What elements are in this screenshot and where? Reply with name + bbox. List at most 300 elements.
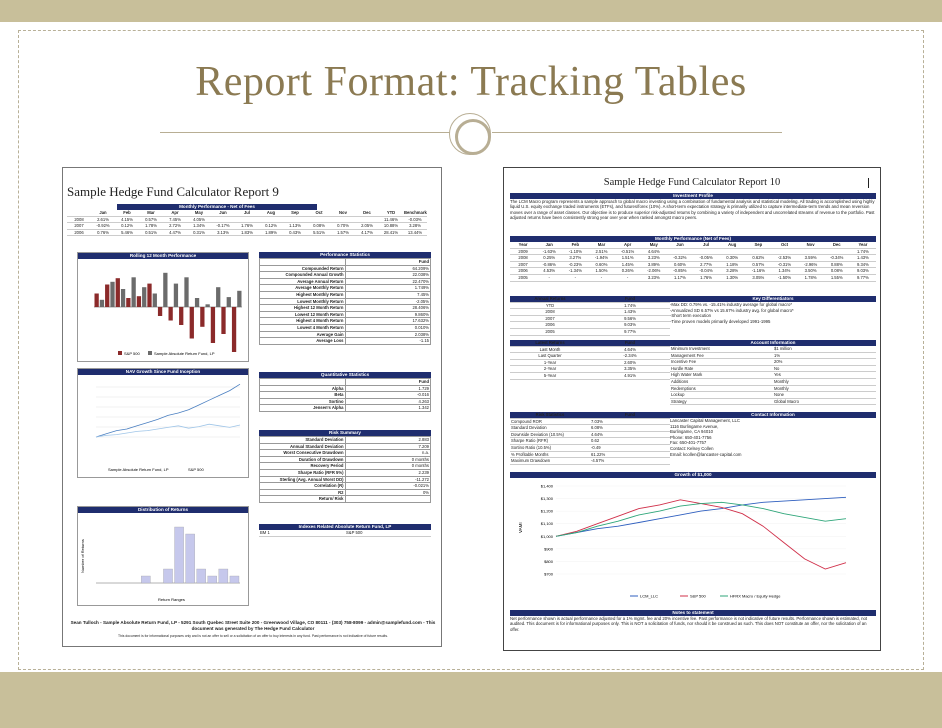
kv-row bbox=[260, 489, 431, 496]
r10-monthly-row-cell: -0.23% bbox=[562, 261, 588, 268]
r10-monthly-row-cell: 3.28% bbox=[719, 268, 745, 275]
growth-ytick: $700 bbox=[544, 571, 553, 577]
rolling-bar bbox=[216, 287, 220, 307]
r10-monthly-row-cell: -0.05% bbox=[693, 255, 719, 262]
r10-monthly-row-cell: - bbox=[562, 274, 588, 281]
dist-bar bbox=[208, 576, 217, 583]
monthly-row-cell: 2007 bbox=[67, 223, 91, 230]
keydiff-item: -Time proven models primarily developed 1991-1995 bbox=[670, 318, 771, 324]
monthly-row-cell: 1.57% bbox=[331, 229, 355, 236]
kv-row-cell: Recovery Period bbox=[260, 463, 346, 470]
kv-row bbox=[260, 338, 431, 345]
latest-col: Fund bbox=[590, 340, 670, 346]
perf-stats-table bbox=[259, 258, 431, 345]
title-rule-right bbox=[492, 132, 782, 133]
kv-row-cell: 0 months bbox=[345, 456, 431, 463]
monthly-header-row-cell: Benchmark bbox=[404, 210, 427, 215]
kv-row-cell: Downside Deviation (10.5%) bbox=[510, 431, 590, 438]
r10-monthly-row-cell: -0.51% bbox=[615, 248, 641, 255]
risk-stats-table bbox=[510, 419, 670, 465]
kv-row-cell: Sortino bbox=[260, 398, 346, 405]
kv-row-cell: 2007 bbox=[510, 315, 590, 322]
kv-head-row-cell bbox=[260, 379, 346, 386]
notes-header: Notes to statement bbox=[510, 610, 876, 616]
kv-row-cell: Compounded Annual Growth bbox=[260, 272, 346, 279]
index-table bbox=[259, 530, 431, 537]
rolling-bar bbox=[158, 307, 162, 316]
rolling-bar bbox=[147, 284, 151, 307]
monthly-row-cell: 1.34% bbox=[187, 223, 211, 230]
monthly-row-cell: -0.17% bbox=[211, 223, 235, 230]
monthly-row-cell: 5.51% bbox=[307, 229, 331, 236]
rolling-bar bbox=[116, 278, 120, 307]
contact-line: Phone: 650-401-7756 bbox=[670, 434, 712, 440]
r10-monthly-row-cell: -2.53% bbox=[771, 255, 797, 262]
r10-monthly-row-cell: -0.34% bbox=[824, 255, 850, 262]
kv-row bbox=[260, 311, 431, 318]
growth-ytick: $1,300 bbox=[540, 496, 553, 502]
rolling-header: Rolling 12 Month Performance bbox=[78, 253, 248, 259]
r10-monthly-header-row-cell: Feb bbox=[562, 242, 588, 248]
report9-distribution-panel bbox=[77, 506, 249, 606]
monthly-row-cell: 4.17% bbox=[355, 229, 379, 236]
dist-bar bbox=[219, 569, 228, 583]
nav-header: NAV Growth Since Fund Inception bbox=[78, 369, 248, 375]
kv-row-cell: 2.038% bbox=[345, 331, 431, 338]
kv-head-row-cell: Fund bbox=[345, 259, 431, 266]
contact-line: Lancaster Capital Management, LLC bbox=[670, 418, 740, 423]
r10-risk bbox=[510, 412, 670, 465]
r10-monthly-row-cell: 2008 bbox=[510, 255, 536, 262]
rolling-bar bbox=[221, 307, 225, 334]
kv-row-cell: 1.729 bbox=[345, 385, 431, 392]
kv-row bbox=[670, 398, 876, 405]
legend-swatch bbox=[118, 351, 122, 355]
contact-header: Contact Information bbox=[670, 412, 876, 418]
monthly-header-row-cell: Jun bbox=[211, 210, 235, 216]
kv-row bbox=[260, 496, 431, 503]
monthly-row-cell: 10.88% bbox=[379, 223, 403, 230]
rolling-bar bbox=[142, 287, 146, 307]
report9-footer-1: Sean Tulloch - Sample Absolute Return Fund, LP - 5291 South Quebec Street Suite 200 - Greenwood Village, CO 80111 - (303) 758-8099 - admin@samplefund.com - This bbox=[70, 620, 436, 625]
r10-monthly-header-row-cell: May bbox=[641, 242, 667, 248]
growth-legend-label: LCM_LLC bbox=[640, 593, 659, 599]
kv-row bbox=[510, 431, 670, 438]
r10-profile-text: The LCM Macro program represents a sample approach to global macro investing using a combination of fundamental analysis and statistical modeling. All trading is accomplished using highly liquid U.S. equity exchange traded instruments (ETFs), and futures/forex (10%). A short-term expectation strategy is primarily utilized to capture intermediate-term trends and mean reversion moves over a range of asset classes. Our objective is to produce superior risk-adjusted returns by combining a variety of independent and uncorrelated streams of revenue to the portfolio. Past adjusted returns have been consistently strong year over year when ranked amongst macro peers. bbox=[510, 199, 875, 221]
r10-monthly-row-cell: 1.78% bbox=[798, 274, 824, 281]
kv-row-cell: 2.60% bbox=[590, 359, 670, 366]
nav-chart bbox=[78, 375, 248, 477]
growth-chart bbox=[510, 478, 876, 602]
r10-notes bbox=[510, 610, 876, 638]
growth-ytick: $1,100 bbox=[540, 521, 553, 527]
kv-row bbox=[510, 315, 670, 322]
r10-account bbox=[670, 340, 876, 405]
r10-monthly-row-cell: -1.50% bbox=[771, 274, 797, 281]
kv-row-cell: Sterling (Avg. Annual Worst DD) bbox=[260, 476, 346, 483]
r10-monthly-row-cell: 2.51% bbox=[588, 248, 614, 255]
growth-series-line bbox=[556, 502, 846, 536]
monthly-header-row-cell: Nov bbox=[331, 210, 355, 216]
monthly-row-cell bbox=[211, 216, 235, 223]
kv-row bbox=[510, 425, 670, 432]
r10-monthly-row-cell: 0.25% bbox=[536, 255, 562, 262]
dist-xlabel: Return Ranges bbox=[158, 597, 185, 602]
kv-row bbox=[510, 438, 670, 445]
kv-row-cell: 1.43% bbox=[590, 309, 670, 316]
kv-row-cell: Compound ROR bbox=[510, 419, 590, 425]
kv-row-cell: Sharpe Ratio (RFR) bbox=[510, 438, 590, 445]
legend-label: Sample Absolute Return Fund, LP bbox=[154, 351, 215, 356]
monthly-row-cell bbox=[307, 216, 331, 223]
circle-ornament-icon bbox=[449, 113, 491, 155]
kv-row-cell: Average Gain bbox=[260, 331, 346, 338]
kv-row bbox=[260, 265, 431, 272]
kv-row-cell: 22.038% bbox=[345, 272, 431, 279]
r10-monthly-row-cell: 3.23% bbox=[641, 255, 667, 262]
kv-row-cell: 0% bbox=[345, 489, 431, 496]
monthly-header-row-cell: Feb bbox=[115, 210, 139, 216]
rolling-bar bbox=[211, 307, 215, 343]
kv-row-cell: 0 months bbox=[345, 463, 431, 470]
monthly-row-cell: 1.83% bbox=[235, 229, 259, 236]
kv-row-cell: Yes bbox=[773, 372, 876, 379]
r10-monthly-row-cell: 1.45% bbox=[615, 261, 641, 268]
rolling-bar bbox=[153, 294, 157, 308]
dist-bar bbox=[197, 569, 206, 583]
kv-row-cell: % Profitable Months bbox=[510, 451, 590, 458]
kv-row-cell: 2.883 bbox=[345, 437, 431, 444]
r10-monthly-row-cell: -1.16% bbox=[745, 268, 771, 275]
index-header: Indexes Related Absolute Return Fund, LP bbox=[259, 524, 431, 530]
monthly-row-cell: 7.45% bbox=[163, 216, 187, 223]
growth-ytick: $1,000 bbox=[540, 533, 553, 539]
monthly-row-cell: 1.13% bbox=[283, 223, 307, 230]
report9-rolling-panel bbox=[77, 252, 249, 362]
kv-row-cell: Highest 4 Month Return bbox=[260, 318, 346, 325]
monthly-header-row-cell: Dec bbox=[355, 210, 379, 216]
kv-row-cell: Return/ Risk bbox=[260, 496, 346, 503]
kv-head-row-cell: Fund bbox=[345, 379, 431, 386]
rolling-bar bbox=[110, 282, 114, 307]
r10-monthly-row-cell: 1.18% bbox=[719, 261, 745, 268]
r10-monthly-header-row-cell: Aug bbox=[719, 242, 745, 248]
kv-row bbox=[510, 353, 670, 360]
kv-head-row-cell bbox=[260, 259, 346, 266]
kv-row bbox=[260, 456, 431, 463]
r10-monthly-row bbox=[510, 261, 876, 268]
rolling-bar bbox=[206, 304, 210, 307]
monthly-row-cell: 5.46% bbox=[115, 229, 139, 236]
kv-row-cell: Jensen's Alpha bbox=[260, 405, 346, 412]
kv-row bbox=[510, 322, 670, 329]
kv-row bbox=[260, 305, 431, 312]
monthly-row-cell: 28.41% bbox=[379, 229, 403, 236]
kv-row-cell: Standard Deviation bbox=[260, 437, 346, 444]
kv-row-cell: Strategy bbox=[670, 398, 773, 405]
growth-legend-label: S&P 500 bbox=[690, 593, 706, 599]
kv-row-cell: YTD bbox=[510, 303, 590, 309]
nav-series-line bbox=[96, 384, 240, 437]
kv-row-cell: 1% bbox=[773, 352, 876, 359]
r10-monthly-row-cell: 9.77% bbox=[850, 274, 876, 281]
account-table bbox=[670, 346, 876, 405]
r10-monthly-row-cell: -0.31% bbox=[771, 261, 797, 268]
kv-row bbox=[670, 378, 876, 385]
monthly-row-cell: 1.76% bbox=[235, 223, 259, 230]
kv-row-cell: 1.749% bbox=[345, 285, 431, 292]
kv-row-cell: 2-Year bbox=[510, 366, 590, 373]
r10-monthly-row-cell: - bbox=[536, 274, 562, 281]
kv-row-cell: -0.49 bbox=[590, 444, 670, 451]
kv-row-cell: Last Quarter bbox=[510, 353, 590, 360]
monthly-row-cell: 2006 bbox=[67, 229, 91, 236]
monthly-header-row-cell: Aug bbox=[259, 210, 283, 216]
r10-monthly-row-cell: 2006 bbox=[510, 268, 536, 275]
kv-row-cell: Duration of Drawdown bbox=[260, 456, 346, 463]
kv-row-cell: 4.64% bbox=[590, 347, 670, 353]
rolling-bar bbox=[105, 285, 109, 308]
r10-monthly-row-cell: 3.27% bbox=[562, 255, 588, 262]
kv-row bbox=[260, 298, 431, 305]
dist-bar bbox=[230, 576, 239, 583]
report9-title: Sample Hedge Fund Calculator Report 9 bbox=[67, 184, 279, 199]
kv-row bbox=[260, 476, 431, 483]
kv-row-cell: 9.03% bbox=[590, 322, 670, 329]
kv-row-cell: Annual Standard Deviation bbox=[260, 443, 346, 450]
r10-monthly-row-cell: 4.53% bbox=[536, 268, 562, 275]
r10-monthly-row-cell bbox=[824, 248, 850, 255]
kv-row-cell: 17.632% bbox=[345, 318, 431, 325]
r10-monthly-row-cell: - bbox=[615, 274, 641, 281]
r10-monthly-row-cell: -0.32% bbox=[667, 255, 693, 262]
report-10 bbox=[503, 167, 881, 651]
monthly-row-cell: 4.05% bbox=[187, 216, 211, 223]
r10-monthly-row-cell: -1.10% bbox=[562, 248, 588, 255]
r10-growth bbox=[510, 472, 876, 607]
kv-row bbox=[260, 278, 431, 285]
r10-latest bbox=[510, 340, 670, 380]
monthly-row-cell: 0.51% bbox=[139, 229, 163, 236]
kv-row bbox=[670, 385, 876, 392]
kv-row-cell: Compounded Return bbox=[260, 265, 346, 272]
kv-row-cell: Alpha bbox=[260, 385, 346, 392]
r10-monthly-row bbox=[510, 268, 876, 275]
growth-ytick: $800 bbox=[544, 558, 553, 564]
r10-annual bbox=[510, 296, 670, 336]
text-cursor bbox=[868, 178, 869, 188]
kv-row-cell: Highest 12 Month Return bbox=[260, 305, 346, 312]
r10-monthly-row-cell: -1.63% bbox=[536, 248, 562, 255]
kv-row-cell: 9.77% bbox=[590, 328, 670, 335]
kv-row-cell: High Water Mark bbox=[670, 372, 773, 379]
monthly-header-row-cell: Sep bbox=[283, 210, 307, 216]
kv-row bbox=[510, 366, 670, 373]
monthly-row bbox=[67, 216, 427, 223]
keydiff-header: Key Differentiators bbox=[670, 296, 876, 302]
kv-row bbox=[510, 309, 670, 316]
r10-contact bbox=[670, 412, 876, 457]
kv-row-cell: 28.406% bbox=[345, 305, 431, 312]
rolling-bar bbox=[121, 289, 125, 307]
monthly-row-cell: 13.44% bbox=[403, 229, 427, 236]
r10-monthly-row-cell: -0.86% bbox=[536, 261, 562, 268]
r10-monthly-row-cell: 3.50% bbox=[798, 268, 824, 275]
bottom-band bbox=[0, 672, 942, 728]
kv-row-cell: 7.45% bbox=[345, 291, 431, 298]
rolling-bar bbox=[132, 277, 136, 307]
risk-summary-table bbox=[259, 436, 431, 503]
rolling-bar bbox=[195, 298, 199, 307]
risk-stats-header: Risk Statistics bbox=[510, 412, 590, 418]
growth-ytick: $900 bbox=[544, 546, 553, 552]
kv-row-cell: -4.57% bbox=[590, 458, 670, 465]
r10-monthly-row-cell: -2.96% bbox=[798, 261, 824, 268]
rolling-bar bbox=[227, 297, 231, 307]
r10-monthly-row-cell: 2005 bbox=[510, 274, 536, 281]
kv-head-row bbox=[260, 259, 431, 266]
rolling-bar bbox=[126, 298, 130, 307]
kv-row-cell: -1.15 bbox=[345, 338, 431, 345]
r10-monthly-header-row-cell: Jul bbox=[693, 242, 719, 248]
rolling-bar bbox=[179, 307, 183, 325]
latest-header: Latest Returns bbox=[510, 340, 590, 346]
kv-row bbox=[670, 352, 876, 359]
dist-bar bbox=[141, 576, 150, 583]
r10-monthly-row-cell: 3.59% bbox=[798, 255, 824, 262]
r10-monthly-row-cell: 0.60% bbox=[667, 261, 693, 268]
monthly-header-row-cell: Jan bbox=[91, 210, 115, 216]
r10-monthly-row-cell: 9.03% bbox=[850, 268, 876, 275]
keydiff-item: -Annualized SD 6.57% vs 15.67% industry avg. for global macro* bbox=[670, 307, 794, 313]
r10-monthly-row-cell bbox=[667, 248, 693, 255]
kv-row-cell: 4.263 bbox=[345, 398, 431, 405]
report9-index bbox=[259, 524, 431, 537]
legend-label: Sample Absolute Return Fund, LP bbox=[108, 467, 169, 472]
kv-row-cell: 7.209 bbox=[345, 443, 431, 450]
r10-monthly-row-cell: 2.77% bbox=[693, 261, 719, 268]
kv-row-cell: n.a. bbox=[345, 450, 431, 457]
monthly-row-cell: -0.03% bbox=[403, 216, 427, 223]
growth-ytick: $1,400 bbox=[540, 483, 553, 489]
r10-monthly-row-cell: 2007 bbox=[510, 261, 536, 268]
dist-ylabel: Number of Returns bbox=[80, 539, 85, 573]
kv-row bbox=[260, 331, 431, 338]
r10-monthly-row bbox=[510, 248, 876, 255]
kv-row-cell: Lowest 4 Month Return bbox=[260, 324, 346, 331]
monthly-row-cell: 0.08% bbox=[307, 223, 331, 230]
kv-row bbox=[260, 463, 431, 470]
r10-monthly-row-cell: -0.04% bbox=[693, 268, 719, 275]
kv-row-cell: Lockup bbox=[670, 392, 773, 399]
r10-monthly-header-row-cell: Year bbox=[510, 242, 536, 248]
contact-line: Burlingame, CA 94010 bbox=[670, 429, 713, 435]
monthly-header-row-cell: Oct bbox=[307, 210, 331, 216]
kv-row bbox=[260, 272, 431, 279]
kv-head-row bbox=[260, 379, 431, 386]
rolling-bar bbox=[232, 307, 236, 352]
r10-monthly-header-row-cell: Year bbox=[850, 242, 876, 248]
rolling-bar bbox=[100, 300, 104, 307]
kv-row-cell: Global Macro bbox=[773, 398, 876, 405]
kv-row-cell: 1-Year bbox=[510, 359, 590, 366]
kv-row-cell: Correlation (R) bbox=[260, 483, 346, 490]
kv-row-cell: Redemptions bbox=[670, 385, 773, 392]
kv-row bbox=[670, 392, 876, 399]
latest-table bbox=[510, 347, 670, 380]
legend-label: S&P 500 bbox=[124, 351, 140, 356]
kv-row-cell: 61.22% bbox=[590, 451, 670, 458]
report9-perf-stats bbox=[259, 252, 431, 345]
kv-row-cell: 2.239 bbox=[345, 469, 431, 476]
kv-row-cell: R2 bbox=[260, 489, 346, 496]
kv-row bbox=[260, 437, 431, 444]
kv-row-cell: 2008 bbox=[510, 309, 590, 316]
kv-row-cell: -0.016 bbox=[345, 392, 431, 399]
rolling-bar bbox=[174, 284, 178, 307]
kv-row-cell: 6.08% bbox=[590, 425, 670, 432]
monthly-header-row-cell: May bbox=[187, 210, 211, 216]
perf-stats-header: Performance Statistics bbox=[259, 252, 431, 258]
monthly-row-cell: 0.12% bbox=[259, 223, 283, 230]
kv-row-cell: 7.03% bbox=[590, 419, 670, 425]
kv-row bbox=[260, 392, 431, 399]
r10-monthly-row-cell: 1.34% bbox=[771, 268, 797, 275]
kv-row bbox=[260, 398, 431, 405]
r10-monthly-row-cell bbox=[719, 248, 745, 255]
monthly-row-cell: 0.12% bbox=[115, 223, 139, 230]
monthly-header-row-cell: Jul bbox=[235, 210, 259, 216]
kv-row-cell: $1 million bbox=[773, 346, 876, 352]
quant-stats-table bbox=[259, 378, 431, 412]
monthly-row-cell: 0.43% bbox=[283, 229, 307, 236]
kv-row bbox=[510, 451, 670, 458]
kv-row-cell: 3.35% bbox=[590, 366, 670, 373]
kv-row-cell: None bbox=[773, 392, 876, 399]
kv-row-cell: Sortino Ratio (10.5%) bbox=[510, 444, 590, 451]
kv-row-cell: 9.56% bbox=[590, 315, 670, 322]
monthly-row bbox=[67, 223, 427, 230]
legend-label: S&P 500 bbox=[188, 467, 204, 472]
kv-row-cell: Monthly bbox=[773, 378, 876, 385]
keydiff-list bbox=[670, 302, 876, 324]
r10-monthly-row-cell: 0.57% bbox=[745, 261, 771, 268]
legend-swatch bbox=[148, 351, 152, 355]
kv-row bbox=[260, 285, 431, 292]
r10-monthly-header-row-cell: Mar bbox=[588, 242, 614, 248]
annual-col: Fund bbox=[590, 296, 670, 302]
monthly-row-cell: 2.72% bbox=[163, 223, 187, 230]
kv-row-cell: -2.34% bbox=[590, 353, 670, 360]
contact-line: Email: kcollen@lancaster-capital.com bbox=[670, 451, 742, 457]
kv-row-cell: -0.021% bbox=[345, 483, 431, 490]
risk-summary-header: Risk Summary bbox=[259, 430, 431, 436]
monthly-row-cell: 1.78% bbox=[139, 223, 163, 230]
growth-ytick: $1,200 bbox=[540, 508, 553, 514]
r10-monthly-row-cell: 1.51% bbox=[615, 255, 641, 262]
report9-footer-2: document was generated by The Hedge Fund Calculator bbox=[191, 626, 315, 631]
keydiff-item: -Short term execution bbox=[670, 313, 712, 319]
kv-row-cell: Beta bbox=[260, 392, 346, 399]
r10-monthly-header-row-cell: Jan bbox=[536, 242, 562, 248]
rolling-bar bbox=[184, 277, 188, 307]
monthly-row-cell: 2008 bbox=[67, 216, 91, 223]
kv-row-cell: Average Annual Return bbox=[260, 278, 346, 285]
monthly-header-row-cell: Apr bbox=[163, 210, 187, 216]
report-9 bbox=[62, 167, 442, 647]
dist-bar bbox=[163, 569, 172, 583]
r10-monthly-row-cell: 1.50% bbox=[588, 268, 614, 275]
